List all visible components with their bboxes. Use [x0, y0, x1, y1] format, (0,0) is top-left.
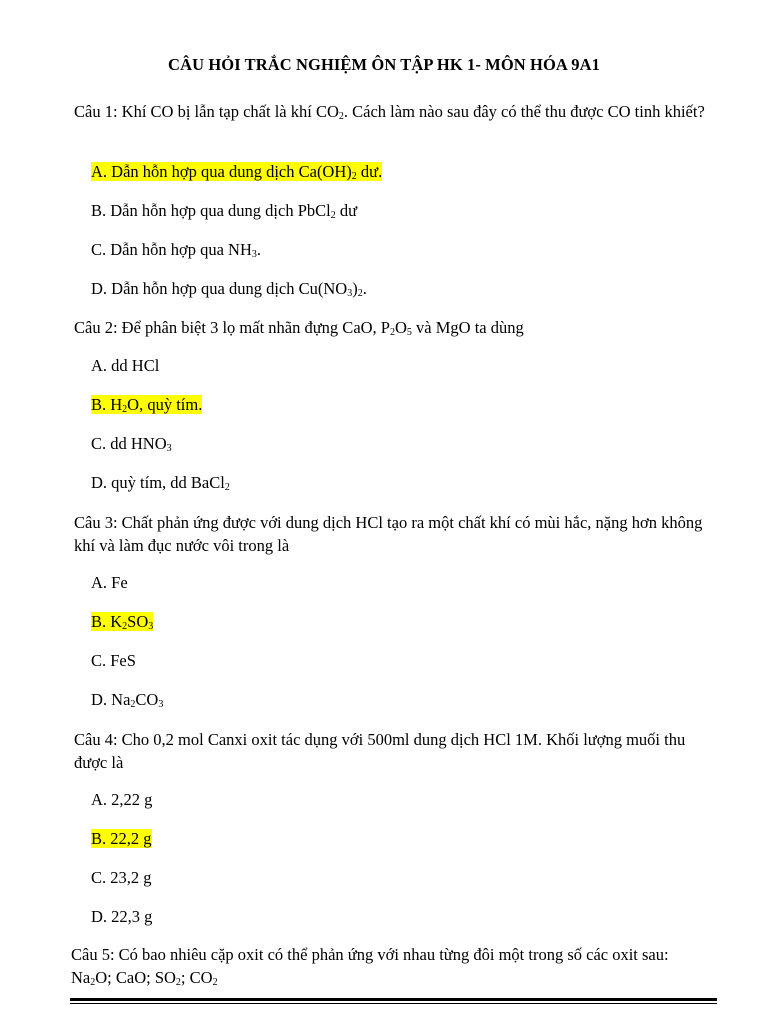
- question-1-option-b: B. Dẫn hỗn hợp qua dung dịch PbCl$_2$ dư: [91, 201, 358, 221]
- question-4-option-c: C. 23,2 g: [91, 868, 152, 887]
- question-2-option-d: D. quỳ tím, dd BaCl$_2$: [91, 473, 230, 493]
- question-2-option-c: C. dd $HNO_3$: [91, 434, 172, 454]
- question-5-line-2: $Na_2O$; CaO; $SO_2$; $CO_2$: [71, 968, 218, 988]
- question-4-stem: Câu 4: Cho 0,2 mol Canxi oxit tác dụng với 500ml dung dịch HCl 1M. Khối lượng muối thu được là: [74, 730, 686, 772]
- highlighted-answer: B. 22,2 g: [91, 829, 152, 848]
- question-4-option-a: A. 2,22 g: [91, 790, 153, 809]
- question-5-line-1: Câu 5: Có bao nhiêu cặp oxit có thể phản ứng với nhau từng đôi một trong số các oxit sau:: [71, 945, 669, 964]
- footer-divider-thick: [70, 998, 717, 1001]
- highlighted-answer: B. $H_2O$, quỳ tím.: [91, 395, 203, 415]
- question-4-option-b: [91, 828, 152, 850]
- question-3-option-c: C. FeS: [91, 651, 136, 670]
- question-2-stem: Câu 2: Để phân biệt 3 lọ mất nhãn đựng CaO, $P_2O_5$ và MgO ta dùng: [74, 318, 524, 338]
- highlighted-answer: B. $K_2SO_3$: [91, 612, 154, 632]
- question-1-option-d: D. Dẫn hỗn hợp qua dung dịch $Cu(NO_3)_2$.: [91, 279, 367, 299]
- question-1-option-a: [91, 161, 382, 183]
- question-2-option-b: [91, 394, 202, 416]
- question-5-stem: [71, 943, 721, 989]
- question-1-option-c: C. Dẫn hỗn hợp qua $NH_3$.: [91, 240, 261, 260]
- question-2-option-a: A. dd HCl: [91, 356, 160, 375]
- highlighted-answer: A. Dẫn hỗn hợp qua dung dịch $Ca(OH)_2$ dư.: [91, 162, 383, 182]
- question-3-stem: Câu 3: Chất phản ứng được với dung dịch HCl tạo ra một chất khí có mùi hắc, nặng hơn không khí và làm đục nước vôi trong là: [74, 513, 703, 555]
- document-title: CÂU HỎI TRẮC NGHIỆM ÔN TẬP HK 1- MÔN HÓA 9A1: [168, 55, 600, 74]
- question-3-option-d: D. $Na_2CO_3$: [91, 690, 164, 710]
- question-3-option-b: [91, 611, 153, 633]
- footer-divider-thin: [70, 1003, 717, 1004]
- question-1-stem: Câu 1: Khí CO bị lẫn tạp chất là khí $CO_2$. Cách làm nào sau đây có thể thu được CO tinh khiết?: [74, 102, 705, 122]
- question-3-option-a: A. Fe: [91, 573, 128, 592]
- question-4-option-d: D. 22,3 g: [91, 907, 153, 926]
